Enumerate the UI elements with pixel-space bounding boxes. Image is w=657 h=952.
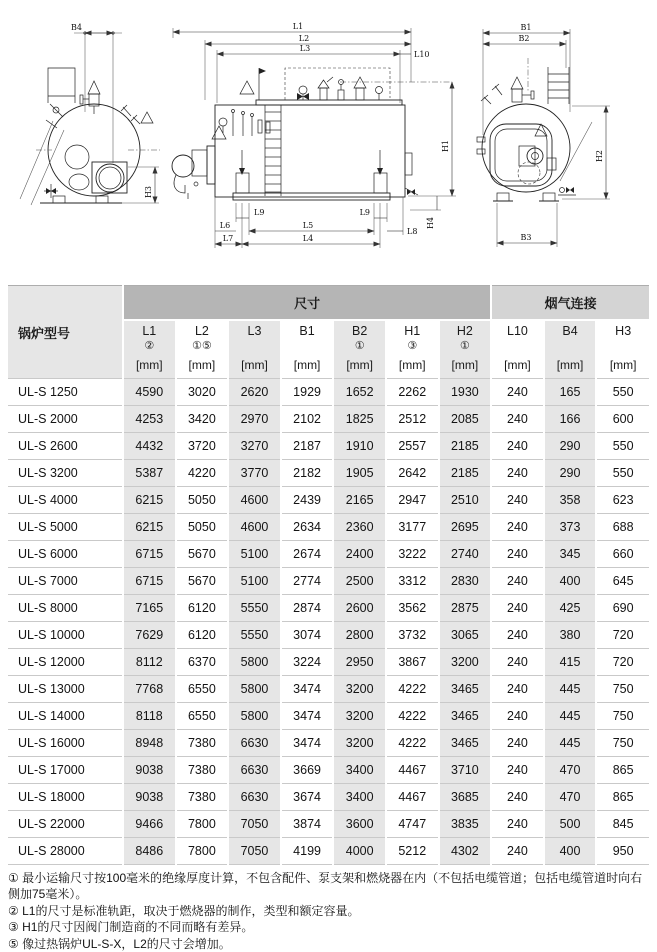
value-cell: 240 — [491, 838, 544, 865]
value-cell: 645 — [596, 568, 649, 595]
model-cell: UL-S 8000 — [8, 595, 123, 622]
value-cell: 5800 — [228, 649, 281, 676]
value-cell: 7165 — [123, 595, 176, 622]
value-cell: 3465 — [439, 676, 492, 703]
value-cell: 240 — [491, 811, 544, 838]
value-cell: 6715 — [123, 568, 176, 595]
value-cell: 7050 — [228, 811, 281, 838]
value-cell: 2947 — [386, 487, 439, 514]
technical-drawing — [0, 0, 657, 284]
value-cell: 358 — [544, 487, 597, 514]
value-cell: 2557 — [386, 433, 439, 460]
value-cell: 290 — [544, 460, 597, 487]
value-cell: 5100 — [228, 541, 281, 568]
value-cell: 3465 — [439, 703, 492, 730]
table-row — [8, 784, 649, 811]
dim-label-l10: L10 — [414, 50, 430, 59]
value-cell: 345 — [544, 541, 597, 568]
value-cell: 7800 — [176, 838, 229, 865]
footnotes — [8, 870, 652, 952]
value-cell: 3222 — [386, 541, 439, 568]
value-cell: 6630 — [228, 784, 281, 811]
table-row — [8, 811, 649, 838]
dim-label-l2: L2 — [298, 34, 310, 43]
value-cell: 240 — [491, 514, 544, 541]
value-cell: 550 — [596, 460, 649, 487]
value-cell: 3835 — [439, 811, 492, 838]
value-cell: 7050 — [228, 838, 281, 865]
value-cell: 950 — [596, 838, 649, 865]
model-cell: UL-S 12000 — [8, 649, 123, 676]
value-cell: 550 — [596, 379, 649, 406]
value-cell: 8948 — [123, 730, 176, 757]
table-row — [8, 622, 649, 649]
value-cell: 7800 — [176, 811, 229, 838]
column-header-l2: L2 ①⑤ [mm] — [176, 320, 229, 379]
value-cell: 3770 — [228, 460, 281, 487]
value-cell: 6120 — [176, 622, 229, 649]
value-cell: 240 — [491, 460, 544, 487]
dim-label-l5: L5 — [302, 221, 314, 230]
dim-label-l9-right: L9 — [359, 208, 370, 217]
footnote-5: ⑤ 像过热锅炉UL-S-X，L2的尺寸会增加。 — [8, 936, 231, 951]
value-cell: 5550 — [228, 622, 281, 649]
value-cell: 1910 — [333, 433, 386, 460]
column-header-l10: L10 [mm] — [491, 320, 544, 379]
value-cell: 5050 — [176, 487, 229, 514]
footnote-3: ③ H1的尺寸因阀门制造商的不同而略有差异。 — [8, 920, 254, 935]
value-cell: 2620 — [228, 379, 281, 406]
value-cell: 1652 — [333, 379, 386, 406]
value-cell: 600 — [596, 406, 649, 433]
dimensions-table — [8, 285, 649, 865]
value-cell: 3312 — [386, 568, 439, 595]
dim-label-b3: B3 — [520, 233, 532, 242]
dim-label-l8: L8 — [407, 227, 418, 236]
dim-label-b1: B1 — [520, 23, 532, 32]
value-cell: 3600 — [333, 811, 386, 838]
value-cell: 3720 — [176, 433, 229, 460]
footnote-2: ② L1的尺寸是标准轨距，取决于燃烧器的制作，类型和额定容量。 — [8, 903, 360, 918]
value-cell: 5100 — [228, 568, 281, 595]
dim-label-h2: H2 — [595, 149, 604, 163]
value-cell: 425 — [544, 595, 597, 622]
value-cell: 2740 — [439, 541, 492, 568]
value-cell: 2360 — [333, 514, 386, 541]
value-cell: 1930 — [439, 379, 492, 406]
model-cell: UL-S 18000 — [8, 784, 123, 811]
value-cell: 865 — [596, 784, 649, 811]
value-cell: 6370 — [176, 649, 229, 676]
value-cell: 6550 — [176, 703, 229, 730]
value-cell: 240 — [491, 406, 544, 433]
group-header: 烟气连接 — [491, 286, 649, 321]
value-cell: 7629 — [123, 622, 176, 649]
column-header-l1: L1 ② [mm] — [123, 320, 176, 379]
dim-label-l9-left: L9 — [254, 208, 265, 217]
table-row — [8, 541, 649, 568]
value-cell: 5550 — [228, 595, 281, 622]
value-cell: 3474 — [281, 703, 334, 730]
dim-label-l6: L6 — [219, 221, 231, 230]
value-cell: 750 — [596, 676, 649, 703]
value-cell: 8486 — [123, 838, 176, 865]
model-cell: UL-S 17000 — [8, 757, 123, 784]
value-cell: 3200 — [333, 730, 386, 757]
table-row — [8, 379, 649, 406]
value-cell: 5670 — [176, 568, 229, 595]
value-cell: 8118 — [123, 703, 176, 730]
value-cell: 4302 — [439, 838, 492, 865]
value-cell: 240 — [491, 595, 544, 622]
value-cell: 690 — [596, 595, 649, 622]
value-cell: 4747 — [386, 811, 439, 838]
value-cell: 240 — [491, 568, 544, 595]
value-cell: 3020 — [176, 379, 229, 406]
model-cell: UL-S 5000 — [8, 514, 123, 541]
value-cell: 3685 — [439, 784, 492, 811]
table-row — [8, 433, 649, 460]
value-cell: 4253 — [123, 406, 176, 433]
value-cell: 3867 — [386, 649, 439, 676]
value-cell: 4222 — [386, 730, 439, 757]
value-cell: 240 — [491, 730, 544, 757]
value-cell: 4000 — [333, 838, 386, 865]
value-cell: 290 — [544, 433, 597, 460]
value-cell: 3400 — [333, 757, 386, 784]
column-header-h2: H2 ① [mm] — [439, 320, 492, 379]
model-cell: UL-S 3200 — [8, 460, 123, 487]
value-cell: 240 — [491, 649, 544, 676]
dim-label-l4: L4 — [302, 234, 314, 243]
value-cell: 2830 — [439, 568, 492, 595]
model-cell: UL-S 22000 — [8, 811, 123, 838]
value-cell: 240 — [491, 703, 544, 730]
value-cell: 240 — [491, 757, 544, 784]
value-cell: 5800 — [228, 676, 281, 703]
model-cell: UL-S 14000 — [8, 703, 123, 730]
value-cell: 2634 — [281, 514, 334, 541]
value-cell: 373 — [544, 514, 597, 541]
model-cell: UL-S 28000 — [8, 838, 123, 865]
value-cell: 2439 — [281, 487, 334, 514]
model-cell: UL-S 1250 — [8, 379, 123, 406]
model-cell: UL-S 6000 — [8, 541, 123, 568]
value-cell: 623 — [596, 487, 649, 514]
dim-label-l1: L1 — [292, 22, 304, 31]
value-cell: 6715 — [123, 541, 176, 568]
model-cell: UL-S 2000 — [8, 406, 123, 433]
value-cell: 6630 — [228, 730, 281, 757]
column-header-h3: H3 [mm] — [596, 320, 649, 379]
value-cell: 750 — [596, 703, 649, 730]
value-cell: 240 — [491, 676, 544, 703]
value-cell: 2875 — [439, 595, 492, 622]
value-cell: 550 — [596, 433, 649, 460]
value-cell: 3200 — [333, 676, 386, 703]
value-cell: 6550 — [176, 676, 229, 703]
value-cell: 688 — [596, 514, 649, 541]
value-cell: 2510 — [439, 487, 492, 514]
value-cell: 3200 — [439, 649, 492, 676]
value-cell: 2970 — [228, 406, 281, 433]
value-cell: 415 — [544, 649, 597, 676]
value-cell: 3200 — [333, 703, 386, 730]
value-cell: 500 — [544, 811, 597, 838]
value-cell: 2674 — [281, 541, 334, 568]
value-cell: 865 — [596, 757, 649, 784]
value-cell: 3674 — [281, 784, 334, 811]
table-row — [8, 730, 649, 757]
value-cell: 2950 — [333, 649, 386, 676]
table-row — [8, 460, 649, 487]
value-cell: 240 — [491, 379, 544, 406]
value-cell: 445 — [544, 703, 597, 730]
model-column-header: 锅炉型号 — [8, 286, 123, 379]
table-row — [8, 487, 649, 514]
value-cell: 165 — [544, 379, 597, 406]
value-cell: 2182 — [281, 460, 334, 487]
value-cell: 2874 — [281, 595, 334, 622]
value-cell: 5387 — [123, 460, 176, 487]
value-cell: 445 — [544, 730, 597, 757]
column-header-b4: B4 [mm] — [544, 320, 597, 379]
value-cell: 240 — [491, 622, 544, 649]
value-cell: 2187 — [281, 433, 334, 460]
value-cell: 5800 — [228, 703, 281, 730]
value-cell: 4222 — [386, 703, 439, 730]
value-cell: 750 — [596, 730, 649, 757]
value-cell: 3474 — [281, 730, 334, 757]
value-cell: 3474 — [281, 676, 334, 703]
table-row — [8, 568, 649, 595]
value-cell: 470 — [544, 784, 597, 811]
value-cell: 2600 — [333, 595, 386, 622]
value-cell: 9038 — [123, 784, 176, 811]
model-cell: UL-S 4000 — [8, 487, 123, 514]
value-cell: 3400 — [333, 784, 386, 811]
value-cell: 3270 — [228, 433, 281, 460]
value-cell: 660 — [596, 541, 649, 568]
value-cell: 3177 — [386, 514, 439, 541]
value-cell: 240 — [491, 433, 544, 460]
table-row — [8, 676, 649, 703]
value-cell: 166 — [544, 406, 597, 433]
value-cell: 4467 — [386, 757, 439, 784]
value-cell: 6120 — [176, 595, 229, 622]
value-cell: 720 — [596, 622, 649, 649]
value-cell: 3465 — [439, 730, 492, 757]
value-cell: 400 — [544, 838, 597, 865]
value-cell: 240 — [491, 487, 544, 514]
table-row — [8, 838, 649, 865]
value-cell: 3065 — [439, 622, 492, 649]
value-cell: 4467 — [386, 784, 439, 811]
value-cell: 3710 — [439, 757, 492, 784]
drawing-front-view — [477, 23, 610, 247]
value-cell: 240 — [491, 784, 544, 811]
value-cell: 2185 — [439, 460, 492, 487]
value-cell: 2102 — [281, 406, 334, 433]
value-cell: 4222 — [386, 676, 439, 703]
value-cell: 5050 — [176, 514, 229, 541]
value-cell: 4600 — [228, 514, 281, 541]
value-cell: 3224 — [281, 649, 334, 676]
value-cell: 4590 — [123, 379, 176, 406]
value-cell: 4199 — [281, 838, 334, 865]
value-cell: 2500 — [333, 568, 386, 595]
value-cell: 1905 — [333, 460, 386, 487]
value-cell: 3074 — [281, 622, 334, 649]
value-cell: 400 — [544, 568, 597, 595]
value-cell: 3874 — [281, 811, 334, 838]
value-cell: 2774 — [281, 568, 334, 595]
model-cell: UL-S 7000 — [8, 568, 123, 595]
value-cell: 7380 — [176, 757, 229, 784]
value-cell: 470 — [544, 757, 597, 784]
value-cell: 3732 — [386, 622, 439, 649]
value-cell: 7380 — [176, 730, 229, 757]
column-header-l3: L3 [mm] — [228, 320, 281, 379]
drawing-side-view — [172, 22, 456, 248]
value-cell: 1825 — [333, 406, 386, 433]
dim-label-h3: H3 — [144, 185, 153, 199]
column-header-b1: B1 [mm] — [281, 320, 334, 379]
table-row — [8, 757, 649, 784]
dim-label-b2: B2 — [518, 34, 530, 43]
table-row — [8, 514, 649, 541]
value-cell: 6215 — [123, 487, 176, 514]
value-cell: 5212 — [386, 838, 439, 865]
value-cell: 2695 — [439, 514, 492, 541]
value-cell: 6630 — [228, 757, 281, 784]
dim-label-h4: H4 — [426, 216, 435, 230]
model-cell: UL-S 2600 — [8, 433, 123, 460]
value-cell: 4220 — [176, 460, 229, 487]
value-cell: 720 — [596, 649, 649, 676]
value-cell: 2085 — [439, 406, 492, 433]
group-header: 尺寸 — [123, 286, 491, 321]
footnote-1: ① 最小运输尺寸按100毫米的绝缘厚度计算，不包含配件、泵支架和燃烧器在内（不包括电缆管道；包括电缆管道时向右侧加75毫米）。 — [8, 871, 643, 902]
value-cell: 2165 — [333, 487, 386, 514]
value-cell: 3669 — [281, 757, 334, 784]
value-cell: 2512 — [386, 406, 439, 433]
dim-label-b4: B4 — [71, 23, 82, 32]
value-cell: 4432 — [123, 433, 176, 460]
value-cell: 9038 — [123, 757, 176, 784]
column-header-h1: H1 ③ [mm] — [386, 320, 439, 379]
dim-label-l3: L3 — [299, 44, 311, 53]
value-cell: 380 — [544, 622, 597, 649]
drawing-left-view — [20, 23, 160, 205]
value-cell: 2262 — [386, 379, 439, 406]
value-cell: 445 — [544, 676, 597, 703]
table-row — [8, 406, 649, 433]
value-cell: 3420 — [176, 406, 229, 433]
value-cell: 3562 — [386, 595, 439, 622]
value-cell: 845 — [596, 811, 649, 838]
column-header-b2: B2 ① [mm] — [333, 320, 386, 379]
value-cell: 2800 — [333, 622, 386, 649]
table-row — [8, 703, 649, 730]
table-row — [8, 649, 649, 676]
table-row — [8, 595, 649, 622]
dim-label-l7: L7 — [222, 234, 234, 243]
value-cell: 2400 — [333, 541, 386, 568]
value-cell: 5670 — [176, 541, 229, 568]
value-cell: 9466 — [123, 811, 176, 838]
value-cell: 2642 — [386, 460, 439, 487]
model-cell: UL-S 16000 — [8, 730, 123, 757]
dim-label-h1: H1 — [441, 139, 450, 153]
value-cell: 1929 — [281, 379, 334, 406]
value-cell: 7380 — [176, 784, 229, 811]
value-cell: 6215 — [123, 514, 176, 541]
model-cell: UL-S 13000 — [8, 676, 123, 703]
value-cell: 2185 — [439, 433, 492, 460]
value-cell: 8112 — [123, 649, 176, 676]
model-cell: UL-S 10000 — [8, 622, 123, 649]
value-cell: 7768 — [123, 676, 176, 703]
value-cell: 240 — [491, 541, 544, 568]
value-cell: 4600 — [228, 487, 281, 514]
